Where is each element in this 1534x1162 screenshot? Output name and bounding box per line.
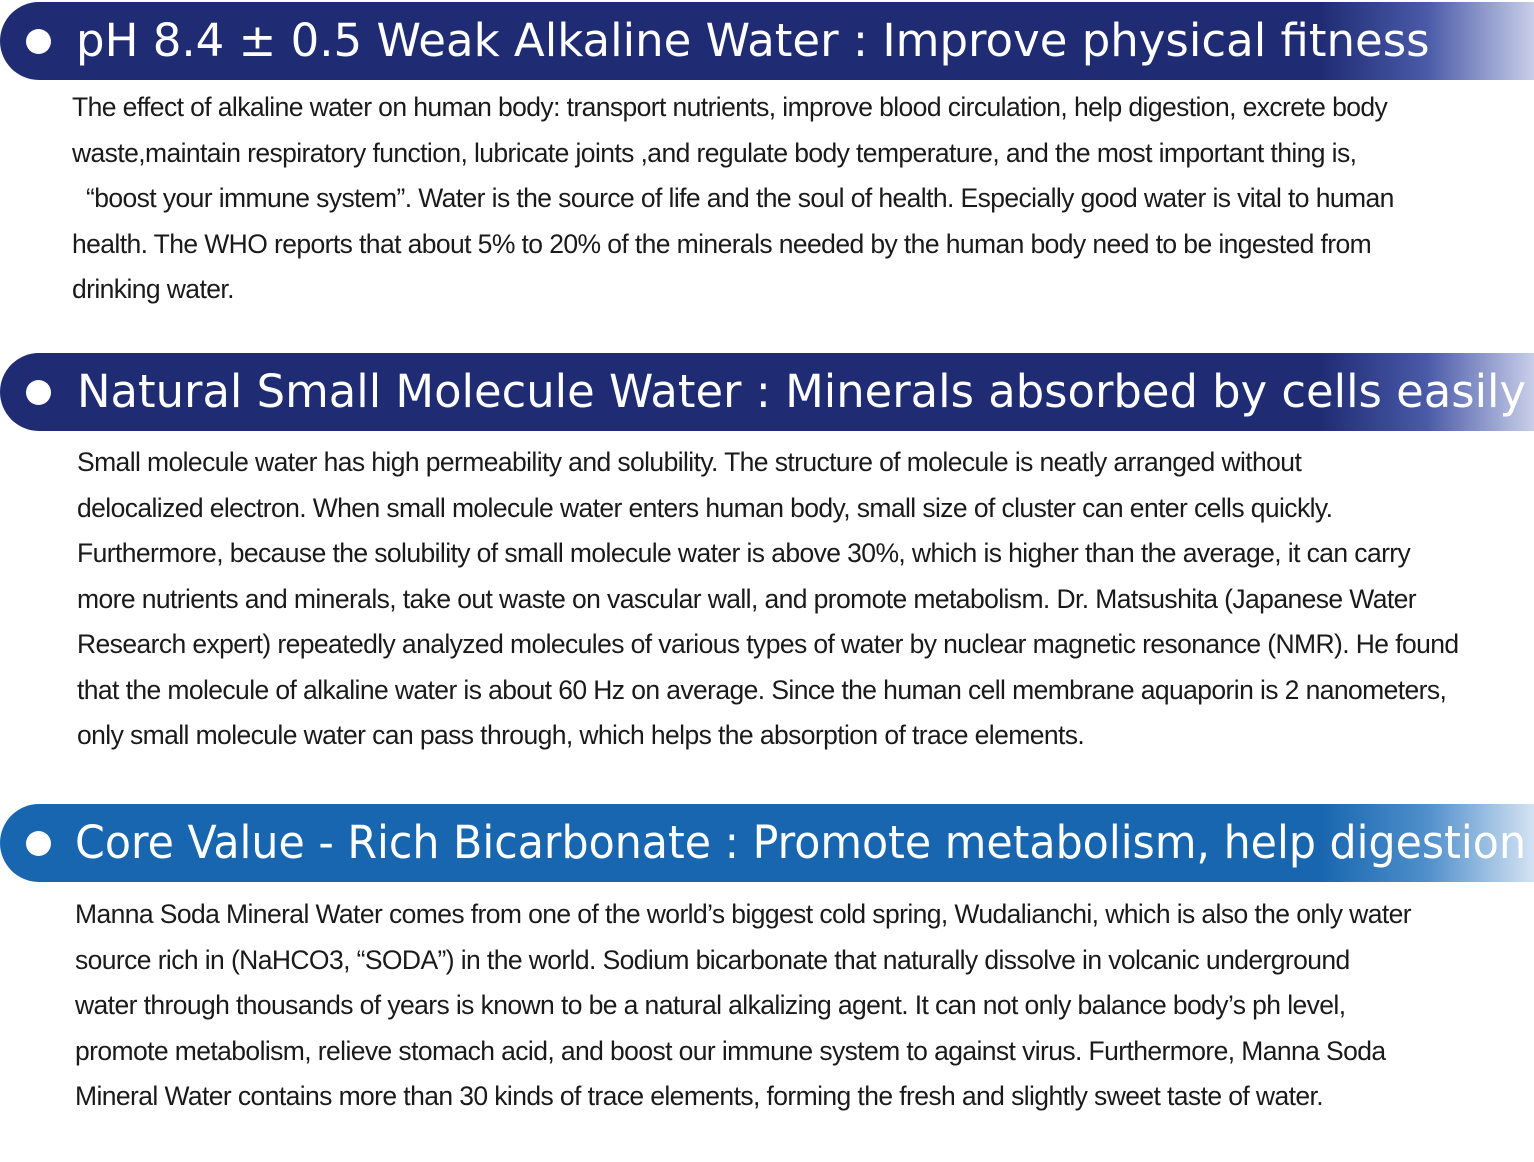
- section-2-line-1: Small molecule water has high permeability and solubility. The structure of molecule is neatly arranged without: [77, 447, 1302, 477]
- section-1-banner: [0, 2, 1534, 80]
- section-3-body: [75, 892, 1411, 1120]
- section-2-banner: [0, 353, 1534, 431]
- bullet-icon: [26, 831, 51, 856]
- section-1-body: [72, 85, 1394, 313]
- section-1-line-5: drinking water.: [72, 274, 234, 304]
- section-3-line-5: Mineral Water contains more than 30 kinds of trace elements, forming the fresh and slightly sweet taste of water.: [75, 1081, 1324, 1111]
- section-3-line-2: source rich in (NaHCO3, “SODA”) in the world. Sodium bicarbonate that naturally dissolve in volcanic underground: [75, 944, 1350, 975]
- section-1-line-2: waste,maintain respiratory function, lubricate joints ,and regulate body temperature, and the most important thing is,: [72, 137, 1357, 168]
- bullet-icon: [26, 380, 51, 405]
- section-3-banner: [0, 804, 1534, 882]
- section-2-body: [77, 440, 1459, 759]
- section-2-line-5: Research expert) repeatedly analyzed molecules of various types of water by nuclear magnetic resonance (NMR). He found: [77, 629, 1459, 659]
- section-3-line-3: water through thousands of years is known to be a natural alkalizing agent. It can not only balance body’s ph level,: [75, 990, 1346, 1020]
- section-1-line-1: The effect of alkaline water on human body: transport nutrients, improve blood circulation, help digestion, excrete body: [72, 92, 1388, 122]
- section-2-title: Natural Small Molecule Water : Minerals absorbed by cells easily: [77, 365, 1527, 418]
- section-1-title: pH 8.4 ± 0.5 Weak Alkaline Water : Improve physical fitness: [76, 14, 1430, 67]
- section-1-line-3: “boost your immune system”. Water is the source of life and the soul of health. Especially good water is vital to human: [86, 183, 1394, 213]
- section-2-line-6: that the molecule of alkaline water is about 60 Hz on average. Since the human cell membrane aquaporin is 2 nanometers,: [77, 674, 1447, 705]
- section-2-line-4: more nutrients and minerals, take out waste on vascular wall, and promote metabolism. Dr. Matsushita (Japanese Water: [77, 583, 1416, 614]
- section-3-line-4: promote metabolism, relieve stomach acid, and boost our immune system to against virus. Furthermore, Manna Soda: [75, 1035, 1386, 1066]
- section-2-line-3: Furthermore, because the solubility of small molecule water is above 30%, which is higher than the average, it can carry: [77, 538, 1411, 568]
- section-3-title: Core Value - Rich Bicarbonate : Promote metabolism, help digestion: [75, 816, 1527, 869]
- bullet-icon: [26, 29, 51, 54]
- section-1-line-4: health. The WHO reports that about 5% to 20% of the minerals needed by the human body need to be ingested from: [72, 228, 1372, 259]
- section-2-line-2: delocalized electron. When small molecule water enters human body, small size of cluster can enter cells quickly.: [77, 492, 1333, 523]
- section-3-line-1: Manna Soda Mineral Water comes from one of the world’s biggest cold spring, Wudalianchi, which is also the only water: [75, 899, 1411, 929]
- section-2-line-7: only small molecule water can pass through, which helps the absorption of trace elements.: [77, 720, 1085, 750]
